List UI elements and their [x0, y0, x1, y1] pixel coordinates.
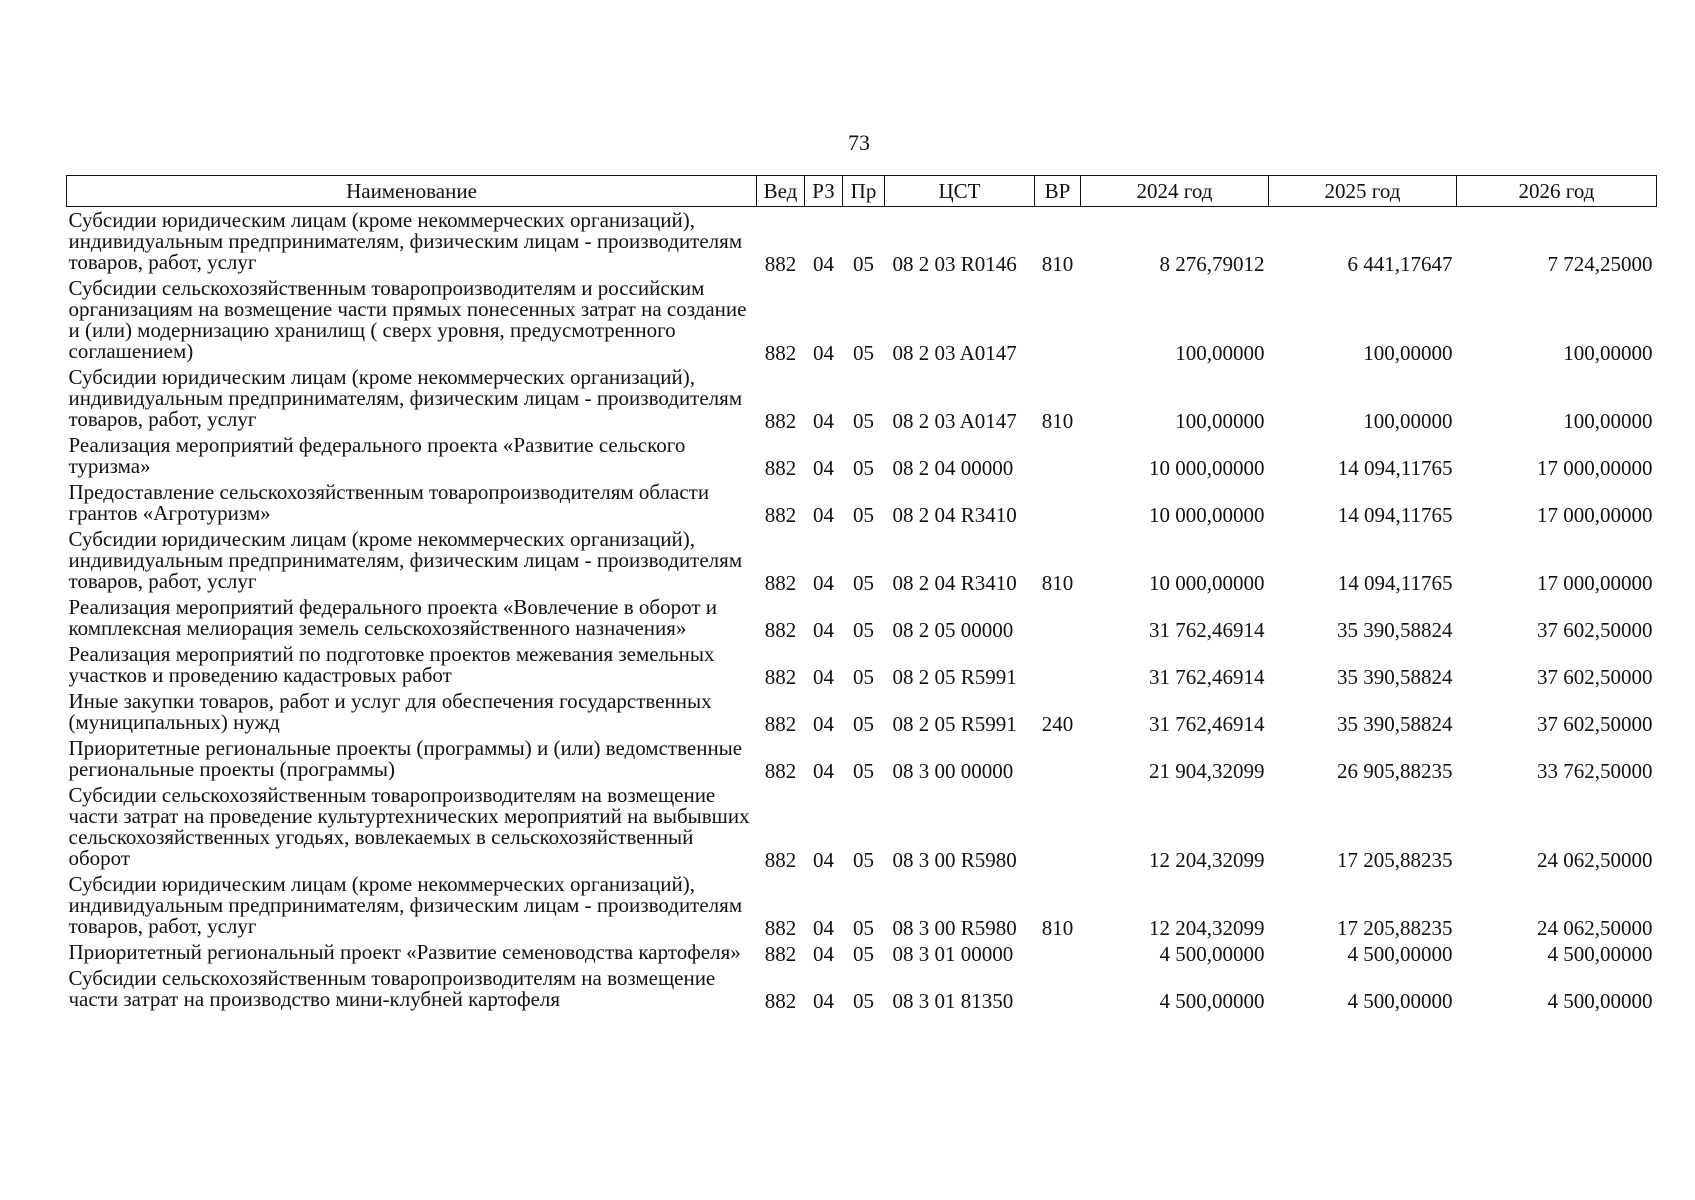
row-ved: 882	[764, 759, 797, 783]
table-row	[67, 594, 1657, 641]
row-ved: 882	[764, 712, 797, 736]
table-row	[67, 735, 1657, 782]
row-2025-value: 14 094,11765	[1337, 456, 1453, 480]
header-2025: 2025 год	[1269, 176, 1457, 207]
row-pr: 05	[853, 989, 874, 1013]
row-pr: 05	[853, 916, 874, 940]
row-vr	[1035, 735, 1081, 782]
row-cst: 08 2 03 R0146	[892, 252, 1017, 276]
row-vr: 810	[1041, 571, 1074, 595]
row-ved: 882	[764, 503, 797, 527]
header-ved: Вед	[757, 176, 805, 207]
row-2025-value: 17 205,88235	[1337, 848, 1453, 872]
table-row	[67, 688, 1657, 735]
row-name: Субсидии юридическим лицам (кроме некоммерческих организаций), индивидуальным предпринимателям, физическим лицам - производителям товаров, работ, услуг	[68, 365, 743, 431]
row-pr: 05	[853, 456, 874, 480]
row-name: Предоставление сельскохозяйственным товаропроизводителям области грантов «Агротуризм»	[68, 480, 710, 525]
table-row	[67, 432, 1657, 479]
row-2026-value: 33 762,50000	[1537, 759, 1653, 783]
header-rz: РЗ	[805, 176, 843, 207]
row-vr	[1035, 594, 1081, 641]
row-2026-value: 24 062,50000	[1537, 916, 1653, 940]
row-cst: 08 3 00 R5980	[892, 848, 1017, 872]
row-vr	[1035, 939, 1081, 965]
table-row	[67, 479, 1657, 526]
row-2025-value: 26 905,88235	[1337, 759, 1453, 783]
header-row	[67, 176, 1657, 207]
row-pr: 05	[853, 503, 874, 527]
row-2025-value: 35 390,58824	[1337, 665, 1453, 689]
row-2024-value: 31 762,46914	[1149, 665, 1265, 689]
row-rz: 04	[813, 712, 834, 736]
row-rz: 04	[813, 618, 834, 642]
table-row	[67, 871, 1657, 939]
row-rz: 04	[813, 341, 834, 365]
row-rz: 04	[813, 916, 834, 940]
row-ved: 882	[764, 916, 797, 940]
row-name: Иные закупки товаров, работ и услуг для обеспечения государственных (муниципальных) нужд	[68, 689, 712, 734]
row-2026-value: 24 062,50000	[1537, 848, 1653, 872]
row-2026-value: 4 500,00000	[1547, 989, 1653, 1013]
row-2025-value: 35 390,58824	[1337, 618, 1453, 642]
row-vr	[1035, 965, 1081, 1012]
row-2026-value: 4 500,00000	[1547, 942, 1653, 966]
row-cst: 08 2 05 R5991	[892, 712, 1017, 736]
row-pr: 05	[853, 618, 874, 642]
row-pr: 05	[853, 665, 874, 689]
row-2024-value: 21 904,32099	[1149, 759, 1265, 783]
row-cst: 08 2 05 R5991	[892, 665, 1017, 689]
row-pr: 05	[853, 341, 874, 365]
row-ved: 882	[764, 571, 797, 595]
row-name: Приоритетные региональные проекты (программы) и (или) ведомственные региональные проекты (программы)	[68, 736, 743, 781]
row-cst: 08 2 03 A0147	[892, 409, 1017, 433]
row-rz: 04	[813, 989, 834, 1013]
row-vr	[1035, 782, 1081, 871]
header-2026: 2026 год	[1457, 176, 1657, 207]
row-name: Субсидии сельскохозяйственным товаропроизводителям и российским организациям на возмещение части прямых понесенных затрат на создание и (или) модернизацию хранилищ ( сверх уровня, предусмотренного соглашением)	[68, 276, 747, 363]
row-ved: 882	[764, 665, 797, 689]
header-vr: ВР	[1035, 176, 1081, 207]
row-ved: 882	[764, 341, 797, 365]
row-2026-value: 37 602,50000	[1537, 712, 1653, 736]
row-2026-value: 17 000,00000	[1537, 571, 1653, 595]
table-row	[67, 275, 1657, 364]
row-2025-value: 35 390,58824	[1337, 712, 1453, 736]
row-2024-value: 4 500,00000	[1159, 942, 1265, 966]
row-cst: 08 2 05 00000	[892, 618, 1014, 642]
row-name: Субсидии юридическим лицам (кроме некоммерческих организаций), индивидуальным предпринимателям, физическим лицам - производителям товаров, работ, услуг	[68, 527, 743, 593]
row-name: Приоритетный региональный проект «Развитие семеноводства картофеля»	[68, 940, 741, 964]
row-ved: 882	[764, 618, 797, 642]
row-2025-value: 100,00000	[1363, 341, 1453, 365]
row-cst: 08 3 01 00000	[892, 942, 1014, 966]
row-2024-value: 100,00000	[1175, 341, 1265, 365]
row-vr: 240	[1041, 712, 1074, 736]
row-ved: 882	[764, 848, 797, 872]
row-2025-value: 17 205,88235	[1337, 916, 1453, 940]
row-cst: 08 2 04 R3410	[892, 571, 1017, 595]
row-vr: 810	[1041, 409, 1074, 433]
row-vr: 810	[1041, 916, 1074, 940]
row-pr: 05	[853, 409, 874, 433]
table-row	[67, 641, 1657, 688]
row-rz: 04	[813, 942, 834, 966]
table-row	[67, 965, 1657, 1012]
row-2026-value: 100,00000	[1563, 409, 1653, 433]
row-rz: 04	[813, 503, 834, 527]
row-cst: 08 2 04 R3410	[892, 503, 1017, 527]
budget-table	[66, 175, 1657, 1012]
row-2024-value: 10 000,00000	[1149, 571, 1265, 595]
row-pr: 05	[853, 942, 874, 966]
row-cst: 08 3 00 R5980	[892, 916, 1017, 940]
header-cst: ЦСТ	[885, 176, 1035, 207]
row-pr: 05	[853, 848, 874, 872]
row-name: Субсидии юридическим лицам (кроме некоммерческих организаций), индивидуальным предпринимателям, физическим лицам - производителям товаров, работ, услуг	[68, 872, 743, 938]
row-2024-value: 10 000,00000	[1149, 456, 1265, 480]
table-row	[67, 939, 1657, 965]
row-rz: 04	[813, 409, 834, 433]
row-name: Реализация мероприятий по подготовке проектов межевания земельных участков и проведению кадастровых работ	[68, 642, 715, 687]
header-name: Наименование	[67, 176, 757, 207]
row-2024-value: 31 762,46914	[1149, 712, 1265, 736]
row-ved: 882	[764, 942, 797, 966]
row-2024-value: 8 276,79012	[1159, 252, 1265, 276]
header-pr: Пр	[843, 176, 885, 207]
row-rz: 04	[813, 665, 834, 689]
row-pr: 05	[853, 759, 874, 783]
row-2025-value: 14 094,11765	[1337, 571, 1453, 595]
table-row	[67, 364, 1657, 432]
row-2026-value: 7 724,25000	[1547, 252, 1653, 276]
row-vr	[1035, 479, 1081, 526]
row-pr: 05	[853, 252, 874, 276]
row-2026-value: 100,00000	[1563, 341, 1653, 365]
row-rz: 04	[813, 456, 834, 480]
page-number: 73	[848, 130, 870, 155]
table-row	[67, 782, 1657, 871]
row-name: Реализация мероприятий федерального проекта «Вовлечение в оборот и комплексная мелиорация земель сельскохозяйственного назначения»	[68, 595, 717, 640]
row-cst: 08 2 03 A0147	[892, 341, 1017, 365]
row-pr: 05	[853, 712, 874, 736]
row-2025-value: 100,00000	[1363, 409, 1453, 433]
row-2024-value: 4 500,00000	[1159, 989, 1265, 1013]
row-2025-value: 4 500,00000	[1347, 989, 1453, 1013]
row-2024-value: 31 762,46914	[1149, 618, 1265, 642]
table-row	[67, 526, 1657, 594]
row-cst: 08 3 00 00000	[892, 759, 1014, 783]
row-2024-value: 12 204,32099	[1149, 916, 1265, 940]
row-cst: 08 3 01 81350	[892, 989, 1014, 1013]
row-rz: 04	[813, 759, 834, 783]
row-ved: 882	[764, 409, 797, 433]
row-name: Субсидии сельскохозяйственным товаропроизводителям на возмещение части затрат на проведение культуртехнических мероприятий на выбывших сельскохозяйственных угодьях, вовлекаемых в сельскохозяйственный оборот	[68, 783, 750, 870]
row-2024-value: 10 000,00000	[1149, 503, 1265, 527]
row-ved: 882	[764, 989, 797, 1013]
row-ved: 882	[764, 252, 797, 276]
row-2024-value: 12 204,32099	[1149, 848, 1265, 872]
header-2024: 2024 год	[1081, 176, 1269, 207]
row-name: Субсидии сельскохозяйственным товаропроизводителям на возмещение части затрат на производство мини-клубней картофеля	[68, 966, 716, 1011]
table-header	[67, 176, 1657, 207]
row-ved: 882	[764, 456, 797, 480]
row-pr: 05	[853, 571, 874, 595]
row-2026-value: 17 000,00000	[1537, 456, 1653, 480]
row-2026-value: 17 000,00000	[1537, 503, 1653, 527]
table-body	[67, 207, 1657, 1013]
row-name: Субсидии юридическим лицам (кроме некоммерческих организаций), индивидуальным предпринимателям, физическим лицам - производителям товаров, работ, услуг	[68, 208, 743, 274]
row-rz: 04	[813, 252, 834, 276]
table-row	[67, 207, 1657, 276]
row-vr	[1035, 432, 1081, 479]
row-cst: 08 2 04 00000	[892, 456, 1014, 480]
row-vr	[1035, 641, 1081, 688]
row-2025-value: 6 441,17647	[1347, 252, 1453, 276]
row-2026-value: 37 602,50000	[1537, 665, 1653, 689]
row-2024-value: 100,00000	[1175, 409, 1265, 433]
row-2025-value: 14 094,11765	[1337, 503, 1453, 527]
row-rz: 04	[813, 571, 834, 595]
row-2026-value: 37 602,50000	[1537, 618, 1653, 642]
row-rz: 04	[813, 848, 834, 872]
row-vr: 810	[1041, 252, 1074, 276]
row-2025-value: 4 500,00000	[1347, 942, 1453, 966]
row-vr	[1035, 275, 1081, 364]
row-name: Реализация мероприятий федерального проекта «Развитие сельского туризма»	[68, 433, 686, 478]
